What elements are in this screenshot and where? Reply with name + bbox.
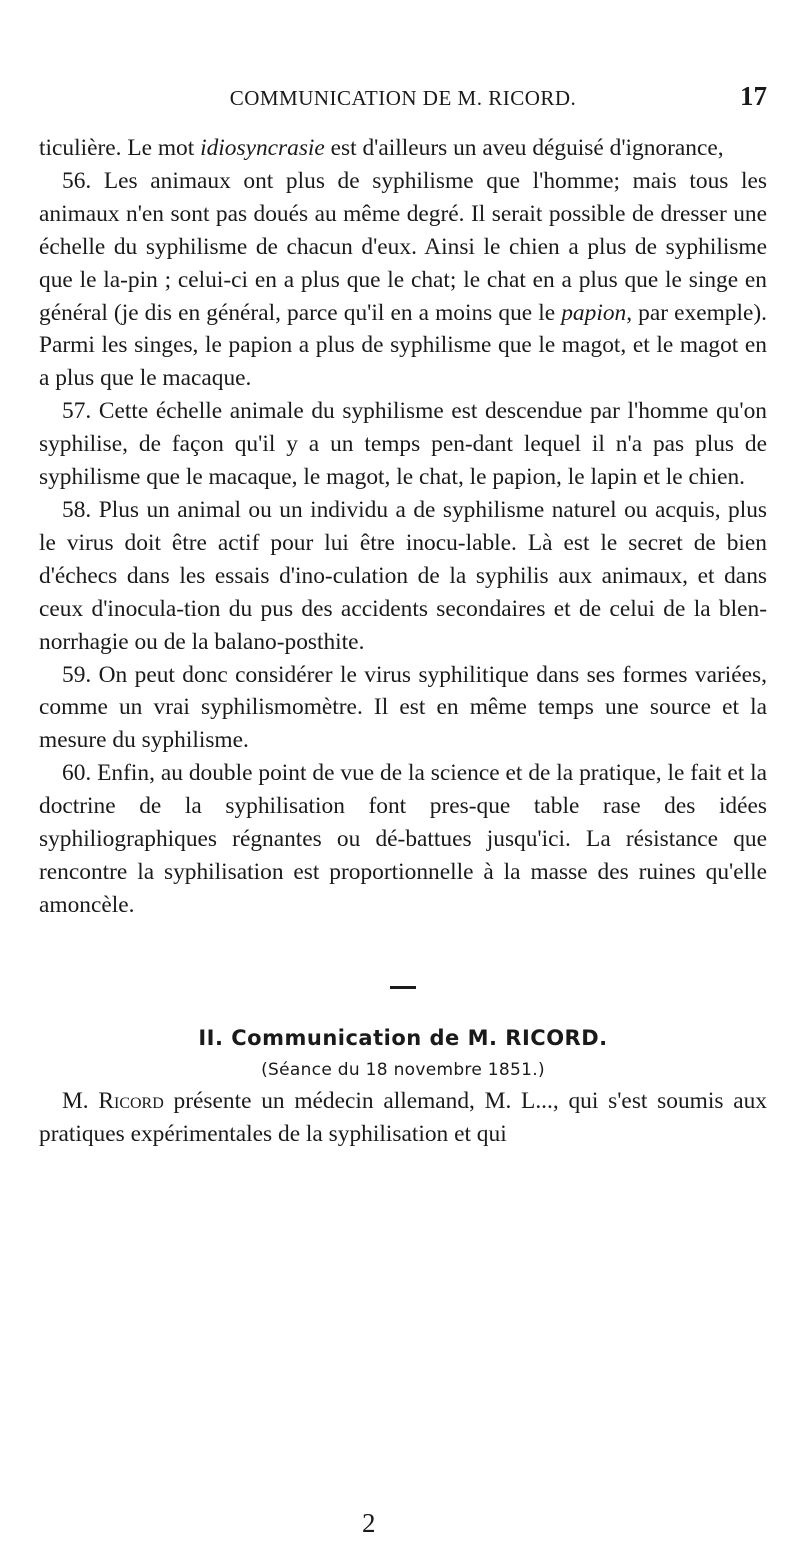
paragraph-58: 58. Plus un animal ou un individu a de syphilisme naturel ou acquis, plus le virus doit être actif pour lui être inocu-lable. Là est le secret de bien d'échecs dans les essais d'ino-culation de la syphilis aux animaux, et dans ceux d'inocula-tion du pus des accidents secondaires et de celui de la blen-norrhagie ou de la balano-posthite. bbox=[39, 496, 767, 655]
page-number: 17 bbox=[740, 81, 767, 111]
section-body bbox=[39, 1085, 767, 1151]
speaker-name: M. Ricord bbox=[62, 1087, 164, 1114]
paragraph-59: 59. On peut donc considérer le virus syphilitique dans ses formes variées, comme un vrai syphilismomètre. Il est en même temps une source et la mesure du syphilisme. bbox=[39, 661, 767, 754]
signature-mark: 2 bbox=[362, 1508, 376, 1538]
session-date: (Séance du 18 novembre 1851.) bbox=[261, 1059, 545, 1080]
paragraph-56: 56. Les animaux ont plus de syphilisme que l'homme; mais tous les animaux n'en sont pas doués au même degré. Il serait possible de dresser une échelle du syphilisme de chacun d'eux. Ainsi le chien a plus de syphilisme que le la-pin ; celui-ci en a plus que le chat; le chat en a plus que le singe en général (je dis en général, parce qu'il en a moins que le papion, par exemple). Parmi les singes, le papion a plus de syphilisme que le magot, et le magot en a plus que le macaque. bbox=[39, 167, 767, 392]
running-header bbox=[39, 81, 767, 126]
section-heading: II. Communication de M. RICORD. bbox=[198, 1025, 608, 1050]
section-divider bbox=[390, 986, 416, 989]
paragraph-section-intro: M. Ricord présente un médecin allemand, M. L..., qui s'est soumis aux pratiques expérimentales de la syphilisation et qui bbox=[39, 1087, 767, 1147]
paragraph-continuation: ticulière. Le mot idiosyncrasie est d'ailleurs un aveu déguisé d'ignorance, bbox=[39, 135, 724, 161]
body-text bbox=[39, 132, 767, 922]
paragraph-60: 60. Enfin, au double point de vue de la science et de la pratique, le fait et la doctrine de la syphilisation font pres-que table rase des idées syphiliographiques régnantes ou dé-battues jusqu'ici. La résistance que rencontre la syphilisation est proportionnelle à la masse des ruines qu'elle amoncèle. bbox=[39, 760, 767, 918]
book-page bbox=[39, 0, 767, 1151]
italic-term-papion: papion bbox=[561, 299, 627, 326]
running-title: COMMUNICATION DE M. RICORD. bbox=[229, 86, 577, 110]
italic-term-idiosyncrasie: idiosyncrasie bbox=[200, 135, 325, 161]
paragraph-57: 57. Cette échelle animale du syphilisme est descendue par l'homme qu'on syphilise, de façon qu'il y a un temps pen-dant lequel il n'a pas plus de syphilisme que le macaque, le magot, le chat, le papion, le lapin et le chien. bbox=[39, 398, 767, 491]
